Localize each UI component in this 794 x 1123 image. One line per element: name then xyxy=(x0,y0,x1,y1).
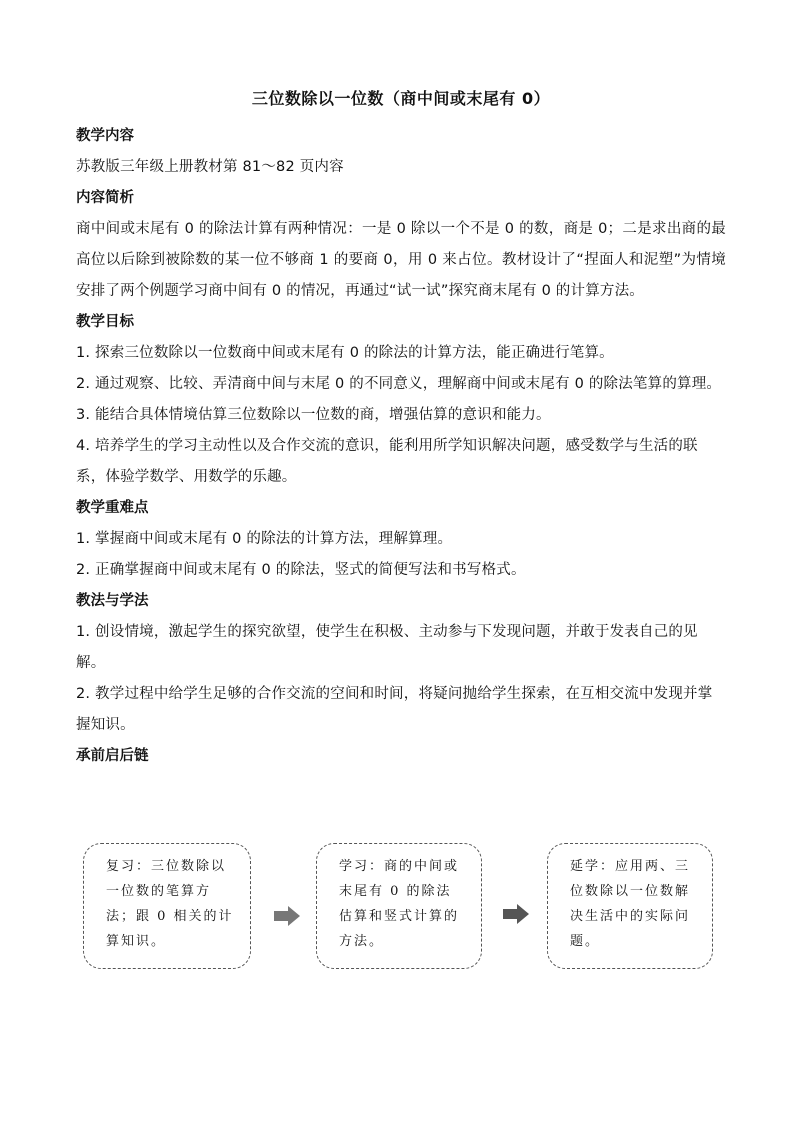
section-heading-chain: 承前启后链 xyxy=(76,748,149,764)
section-heading-key-points: 教学重难点 xyxy=(76,500,149,516)
method-item: 2. 教学过程中给学生足够的合作交流的空间和时间，将疑问抛给学生探索，在互相交流中发现并掌握知识。 xyxy=(76,686,713,733)
knowledge-chain-diagram xyxy=(76,843,726,973)
section-heading-goals: 教学目标 xyxy=(76,314,134,330)
method-item: 1. 创设情境，激起学生的探究欲望，使学生在积极、主动参与下发现问题，并敢于发表自己的见解。 xyxy=(76,624,698,671)
page-title: 三位数除以一位数（商中间或末尾有 0） xyxy=(251,89,551,108)
goal-item: 3. 能结合具体情境估算三位数除以一位数的商，增强估算的意识和能力。 xyxy=(76,407,551,423)
goal-item: 4. 培养学生的学习主动性以及合作交流的意识，能利用所学知识解决问题，感受数学与生活的联系，体验学数学、用数学的乐趣。 xyxy=(76,438,698,485)
document-body xyxy=(76,121,726,772)
section-heading-analysis: 内容简析 xyxy=(76,190,134,206)
right-arrow-icon xyxy=(503,904,529,924)
key-point-item: 1. 掌握商中间或末尾有 0 的除法的计算方法，理解算理。 xyxy=(76,531,453,547)
review-box: 复习：三位数除以一位数的笔算方法；跟 0 相关的计算知识。 xyxy=(83,843,251,969)
content-text: 苏教版三年级上册教材第 81～82 页内容 xyxy=(76,159,344,175)
section-heading-content: 教学内容 xyxy=(76,128,134,144)
extend-box: 延学：应用两、三位数除以一位数解决生活中的实际问题。 xyxy=(547,843,713,969)
right-arrow-icon xyxy=(274,906,300,926)
analysis-text: 商中间或末尾有 0 的除法计算有两种情况：一是 0 除以一个不是 0 的数，商是 0；二是求出商的最高位以后除到被除数的某一位不够商 1 的要商 0，用 0 来占位。教材设计了“捏面人和泥塑”为情境安排了两个例题学习商中间有 0 的情况，再通过“试一试”探究商末尾有 0 的计算方法。 xyxy=(76,221,726,299)
key-point-item: 2. 正确掌握商中间或末尾有 0 的除法，竖式的简便写法和书写格式。 xyxy=(76,562,526,578)
goal-item: 2. 通过观察、比较、弄清商中间与末尾 0 的不同意义，理解商中间或末尾有 0 的除法笔算的算理。 xyxy=(76,376,722,392)
goal-item: 1. 探索三位数除以一位数商中间或末尾有 0 的除法的计算方法，能正确进行笔算。 xyxy=(76,345,614,361)
learn-box: 学习：商的中间或末尾有 0 的除法估算和竖式计算的方法。 xyxy=(316,843,482,969)
section-heading-methods: 教法与学法 xyxy=(76,593,149,609)
